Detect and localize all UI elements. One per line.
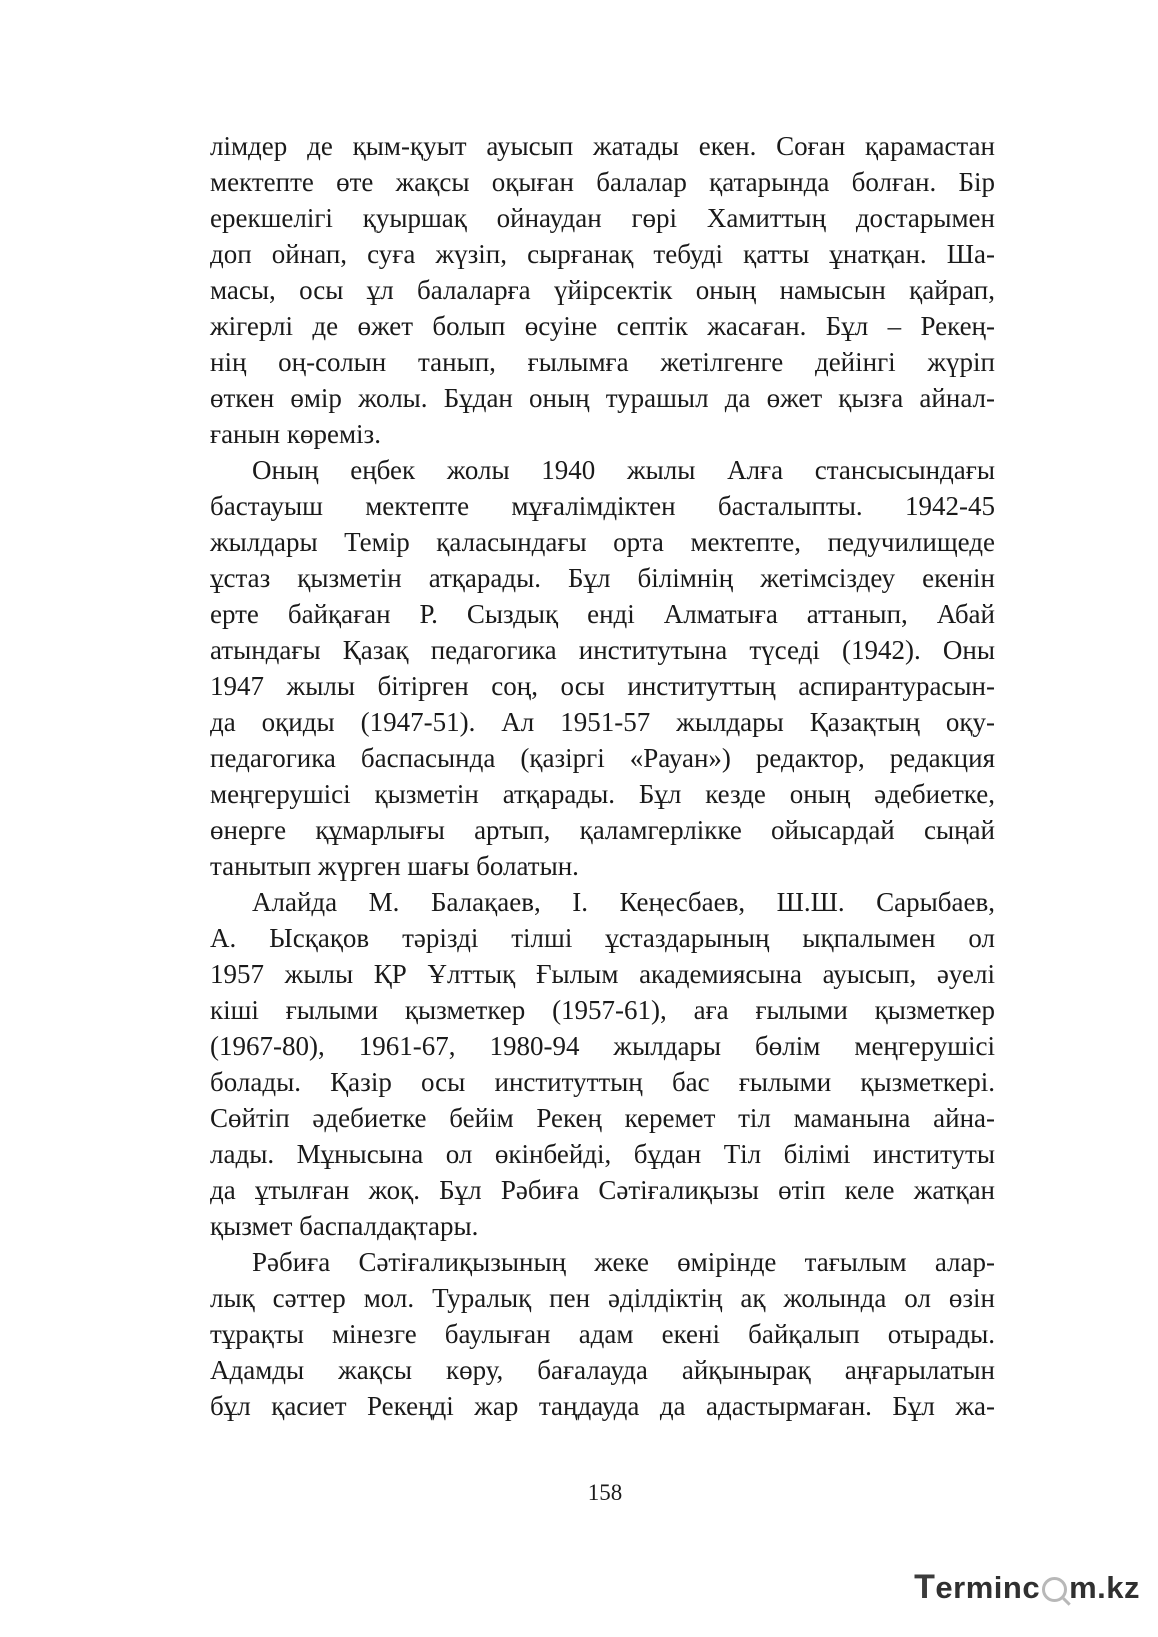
text-line: танытып жүрген шағы болатын. (210, 851, 579, 881)
text-line: меңгерушісі қызметін атқарады. Бұл кезде оның әдебиетке, (210, 779, 995, 809)
text-line: мектепте өте жақсы оқыған балалар қатарында болған. Бір (210, 167, 995, 197)
text-line: жылдары Темір қаласындағы орта мектепте, педучилищеде (210, 527, 995, 557)
text-line: ұстаз қызметін атқарады. Бұл білімнің жетімсіздеу екенін (210, 563, 995, 593)
text-line: доп ойнап, суға жүзіп, сырғанақ тебуді қатты ұнатқан. Ша- (210, 239, 995, 269)
terminco-watermark (914, 1568, 1140, 1607)
text-line: атындағы Қазақ педагогика институтына түседі (1942). Оны (210, 635, 995, 665)
text-line: ғанын көреміз. (210, 419, 381, 449)
text-line: лімдер де қым-қуыт ауысып жатады екен. Соған қарамастан (210, 131, 995, 161)
text-line: жігерлі де өжет болып өсуіне септік жасаған. Бұл – Рекең- (210, 311, 995, 341)
text-line: кіші ғылыми қызметкер (1957-61), аға ғылыми қызметкер (210, 995, 995, 1025)
text-line: тұрақты мінезге баулыған адам екені байқалып отырады. (210, 1319, 995, 1349)
text-line: ерекшелігі қуыршақ ойнаудан гөрі Хамиттың достарымен (210, 203, 995, 233)
text-line: Сөйтіп әдебиетке бейім Рекең керемет тіл маманына айна- (210, 1103, 995, 1133)
text-line: Оның еңбек жолы 1940 жылы Алға стансысындағы (252, 455, 995, 485)
page-body-text (210, 128, 995, 1424)
text-line: қызмет баспалдақтары. (210, 1211, 479, 1241)
text-line: өнерге құмарлығы артып, қаламгерлікке ойысардай сыңай (210, 815, 995, 845)
text-line: бастауыш мектепте мұғалімдіктен басталыпты. 1942-45 (210, 491, 995, 521)
text-line: ерте байқаған Р. Сыздық енді Алматыға аттанып, Абай (210, 599, 995, 629)
text-line: да оқиды (1947-51). Ал 1951-57 жылдары Қазақтың оқу- (210, 707, 995, 737)
text-line: Алайда М. Балақаев, І. Кеңесбаев, Ш.Ш. Сарыбаев, (252, 887, 995, 917)
text-line: А. Ысқақов тәрізді тілші ұстаздарының ықпалымен ол (210, 923, 995, 953)
text-line: да ұтылған жоқ. Бұл Рәбиға Сәтіғалиқызы өтіп келе жатқан (210, 1175, 995, 1205)
watermark-text-part2: m.kz (1069, 1569, 1140, 1605)
text-line: педагогика баспасында (қазіргі «Рауан») редактор, редакция (210, 743, 995, 773)
watermark-text-part1: erminc (935, 1569, 1041, 1605)
text-line: масы, осы ұл балаларға үйірсектік оның намысын қайрап, (210, 275, 995, 305)
text-line: бұл қасиет Рекеңді жар таңдауда да адастырмаған. Бұл жа- (210, 1391, 995, 1421)
page-number: 158 (587, 1480, 623, 1505)
text-line: 1947 жылы бітірген соң, осы институттың аспирантурасын- (210, 671, 995, 701)
text-line: Адамды жақсы көру, бағалауда айқынырақ аңғарылатын (210, 1355, 995, 1385)
text-line: лады. Мұнысына ол өкінбейді, бұдан Тіл білімі институты (210, 1139, 995, 1169)
text-line: нің оң-солын танып, ғылымға жетілгенге дейінгі жүріп (210, 347, 995, 377)
text-line: өткен өмір жолы. Бұдан оның турашыл да өжет қызға айнал- (210, 383, 995, 413)
text-line: Рәбиға Сәтіғалиқызының жеке өмірінде тағылым алар- (252, 1247, 995, 1277)
watermark-letter-t: T (914, 1568, 936, 1606)
magnifier-icon (1042, 1577, 1067, 1602)
text-line: болады. Қазір осы институттың бас ғылыми қызметкері. (210, 1067, 995, 1097)
text-line: 1957 жылы ҚР Ұлттық Ғылым академиясына ауысып, әуелі (210, 959, 995, 989)
text-line: (1967-80), 1961-67, 1980-94 жылдары бөлім меңгерушісі (210, 1031, 995, 1061)
text-line: лық сәттер мол. Туралық пен әділдіктің ақ жолында ол өзін (210, 1283, 995, 1313)
